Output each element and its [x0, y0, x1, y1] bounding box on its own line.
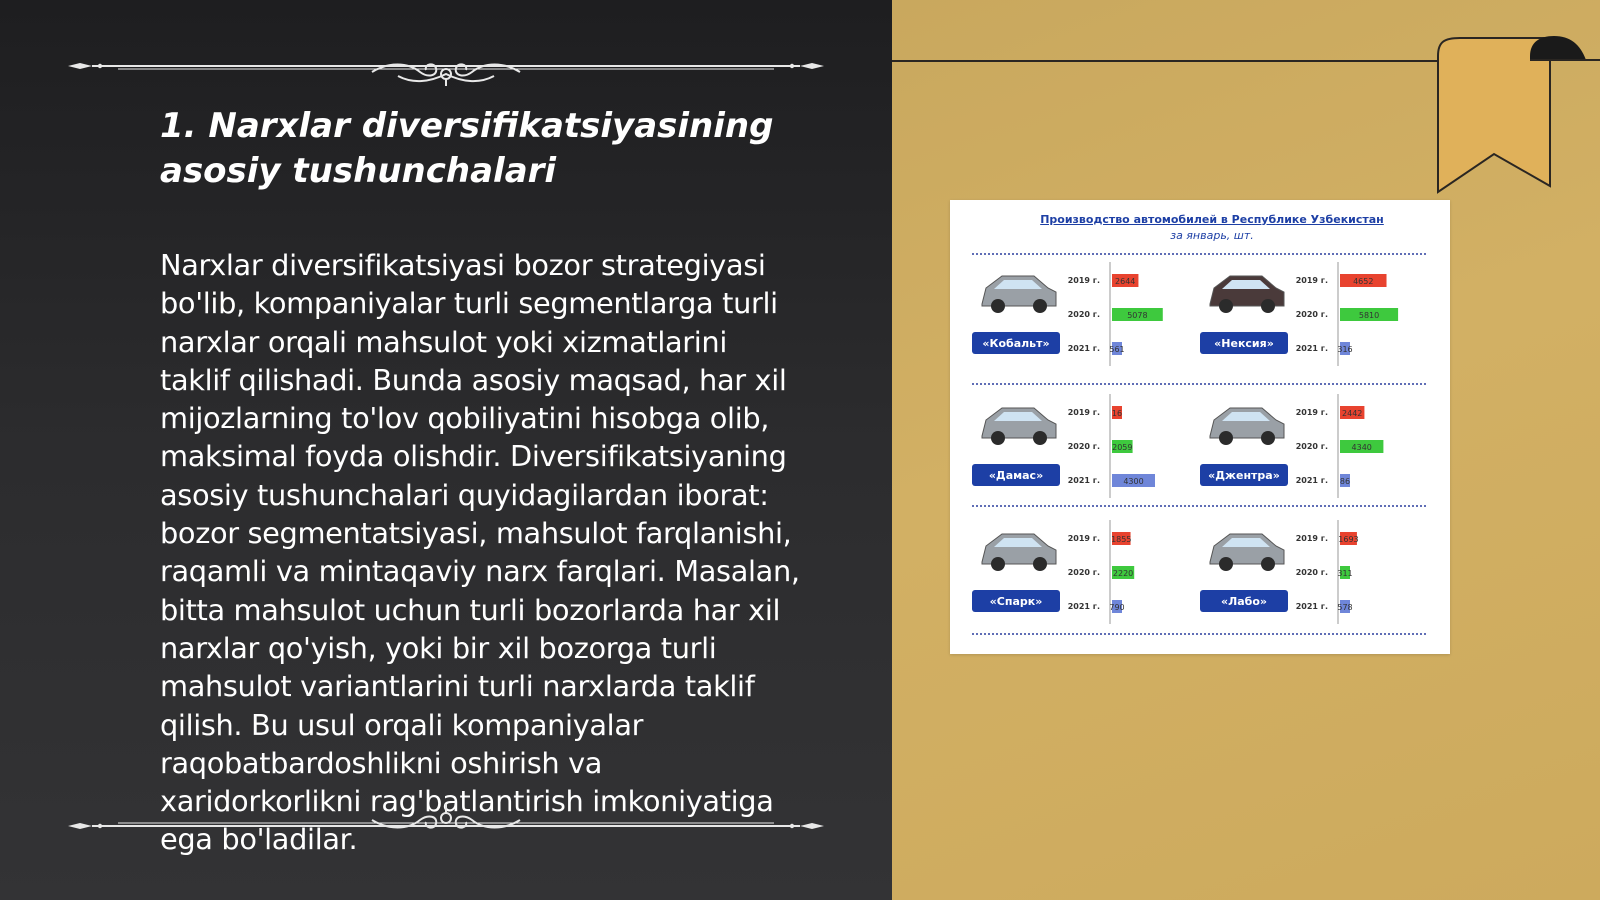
body-line: raqobatbardoshlikni oshirish va: [160, 745, 603, 780]
year-label: 2021 г.: [1067, 602, 1100, 611]
year-label: 2021 г.: [1067, 476, 1100, 485]
model-name: «Нексия»: [1214, 337, 1274, 350]
year-label: 2020 г.: [1067, 442, 1100, 451]
year-label: 2021 г.: [1067, 344, 1100, 353]
car-icon: [982, 408, 1056, 445]
title-line: asosiy tushunchalari: [160, 151, 557, 191]
year-label: 2020 г.: [1295, 568, 1328, 577]
bar-value-label: 561: [1109, 345, 1125, 354]
year-label: 2020 г.: [1067, 310, 1100, 319]
body-line: maksimal foyda olishdir. Diversifikatsiyaning: [160, 439, 787, 474]
bar-value-label: 790: [1109, 603, 1125, 612]
ornament-divider-top: [68, 46, 824, 86]
bar-value-label: 2059: [1112, 443, 1133, 452]
body-line: taklif qilishadi. Bunda asosiy maqsad, har xil: [160, 362, 787, 397]
bar-value-label: 4340: [1351, 443, 1372, 452]
car-icon: [1210, 534, 1284, 571]
year-label: 2019 г.: [1067, 408, 1100, 417]
year-label: 2019 г.: [1295, 276, 1328, 285]
model-name: «Кобальт»: [982, 337, 1050, 350]
year-label: 2021 г.: [1295, 476, 1328, 485]
bar-value-label: 16: [1111, 409, 1123, 418]
model-name: «Спарк»: [989, 595, 1043, 608]
body-line: qilish. Bu usul orqali kompaniyalar: [160, 707, 644, 742]
bar-value-label: 578: [1337, 603, 1353, 612]
body-line: mahsulot variantlarini turli narxlarda taklif: [160, 669, 755, 704]
bar-value-label: 1855: [1111, 535, 1132, 544]
body-line: narxlar qo'yish, yoki bir xil bozorga turli: [160, 630, 717, 665]
bar-value-label: 5078: [1127, 311, 1148, 320]
car-icon: [982, 534, 1056, 571]
body-line: ega bo'ladilar.: [160, 822, 358, 857]
model-name: «Лабо»: [1220, 595, 1268, 608]
car-icon: [1210, 408, 1284, 445]
bar-value-label: 2644: [1115, 277, 1136, 286]
slide-body-text: [160, 246, 840, 859]
bar-value-label: 2442: [1342, 409, 1363, 418]
year-label: 2021 г.: [1295, 602, 1328, 611]
car-production-chart-image: [950, 200, 1450, 654]
chart-image-subtitle: за январь, шт.: [1170, 229, 1254, 242]
bookmark-ribbon-icon: [1430, 36, 1600, 200]
slide-title: [160, 104, 820, 194]
year-label: 2019 г.: [1295, 534, 1328, 543]
bar-value-label: 4652: [1353, 277, 1374, 286]
bar-value-label: 4300: [1123, 477, 1144, 486]
year-label: 2019 г.: [1295, 408, 1328, 417]
bar-value-label: 1693: [1338, 535, 1359, 544]
body-line: raqamli va mintaqaviy narx farqlari. Masalan,: [160, 554, 800, 589]
car-icon: [1210, 276, 1284, 313]
year-label: 2019 г.: [1067, 276, 1100, 285]
year-label: 2020 г.: [1067, 568, 1100, 577]
ornament-divider-bottom: [68, 804, 824, 844]
body-line: Narxlar diversifikatsiyasi bozor strategiyasi: [160, 248, 766, 282]
chart-image-title: Производство автомобилей в Республике Узбекистан: [1040, 213, 1384, 226]
year-label: 2020 г.: [1295, 310, 1328, 319]
title-line: 1. Narxlar diversifikatsiyasining: [160, 106, 774, 146]
model-name: «Дамас»: [988, 469, 1044, 482]
body-line: bitta mahsulot uchun turli bozorlarda har xil: [160, 592, 781, 627]
bar-value-label: 2220: [1112, 569, 1134, 578]
car-icon: [982, 276, 1056, 313]
body-line: narxlar orqali mahsulot yoki xizmatlarini: [160, 324, 727, 359]
body-line: xaridorkorlikni rag'batlantirish imkoniyatiga: [160, 784, 774, 819]
body-line: bo'lib, kompaniyalar turli segmentlarga turli: [160, 286, 778, 321]
bar-value-label: 86: [1339, 477, 1351, 486]
body-line: mijozlarning to'lov qobiliyatini hisobga olib,: [160, 401, 770, 436]
year-label: 2021 г.: [1295, 344, 1328, 353]
body-line: asosiy tushunchalari quyidagilardan iborat:: [160, 477, 769, 512]
year-label: 2019 г.: [1067, 534, 1100, 543]
bar-value-label: 311: [1337, 569, 1353, 578]
bar-value-label: 5810: [1358, 311, 1380, 320]
year-label: 2020 г.: [1295, 442, 1328, 451]
chart-image-graphic: [950, 200, 1450, 654]
gold-panel-rule: [892, 60, 1472, 62]
bar-value-label: 316: [1337, 345, 1353, 354]
model-name: «Джентра»: [1208, 469, 1280, 482]
body-line: bozor segmentatsiyasi, mahsulot farqlanishi,: [160, 516, 792, 551]
